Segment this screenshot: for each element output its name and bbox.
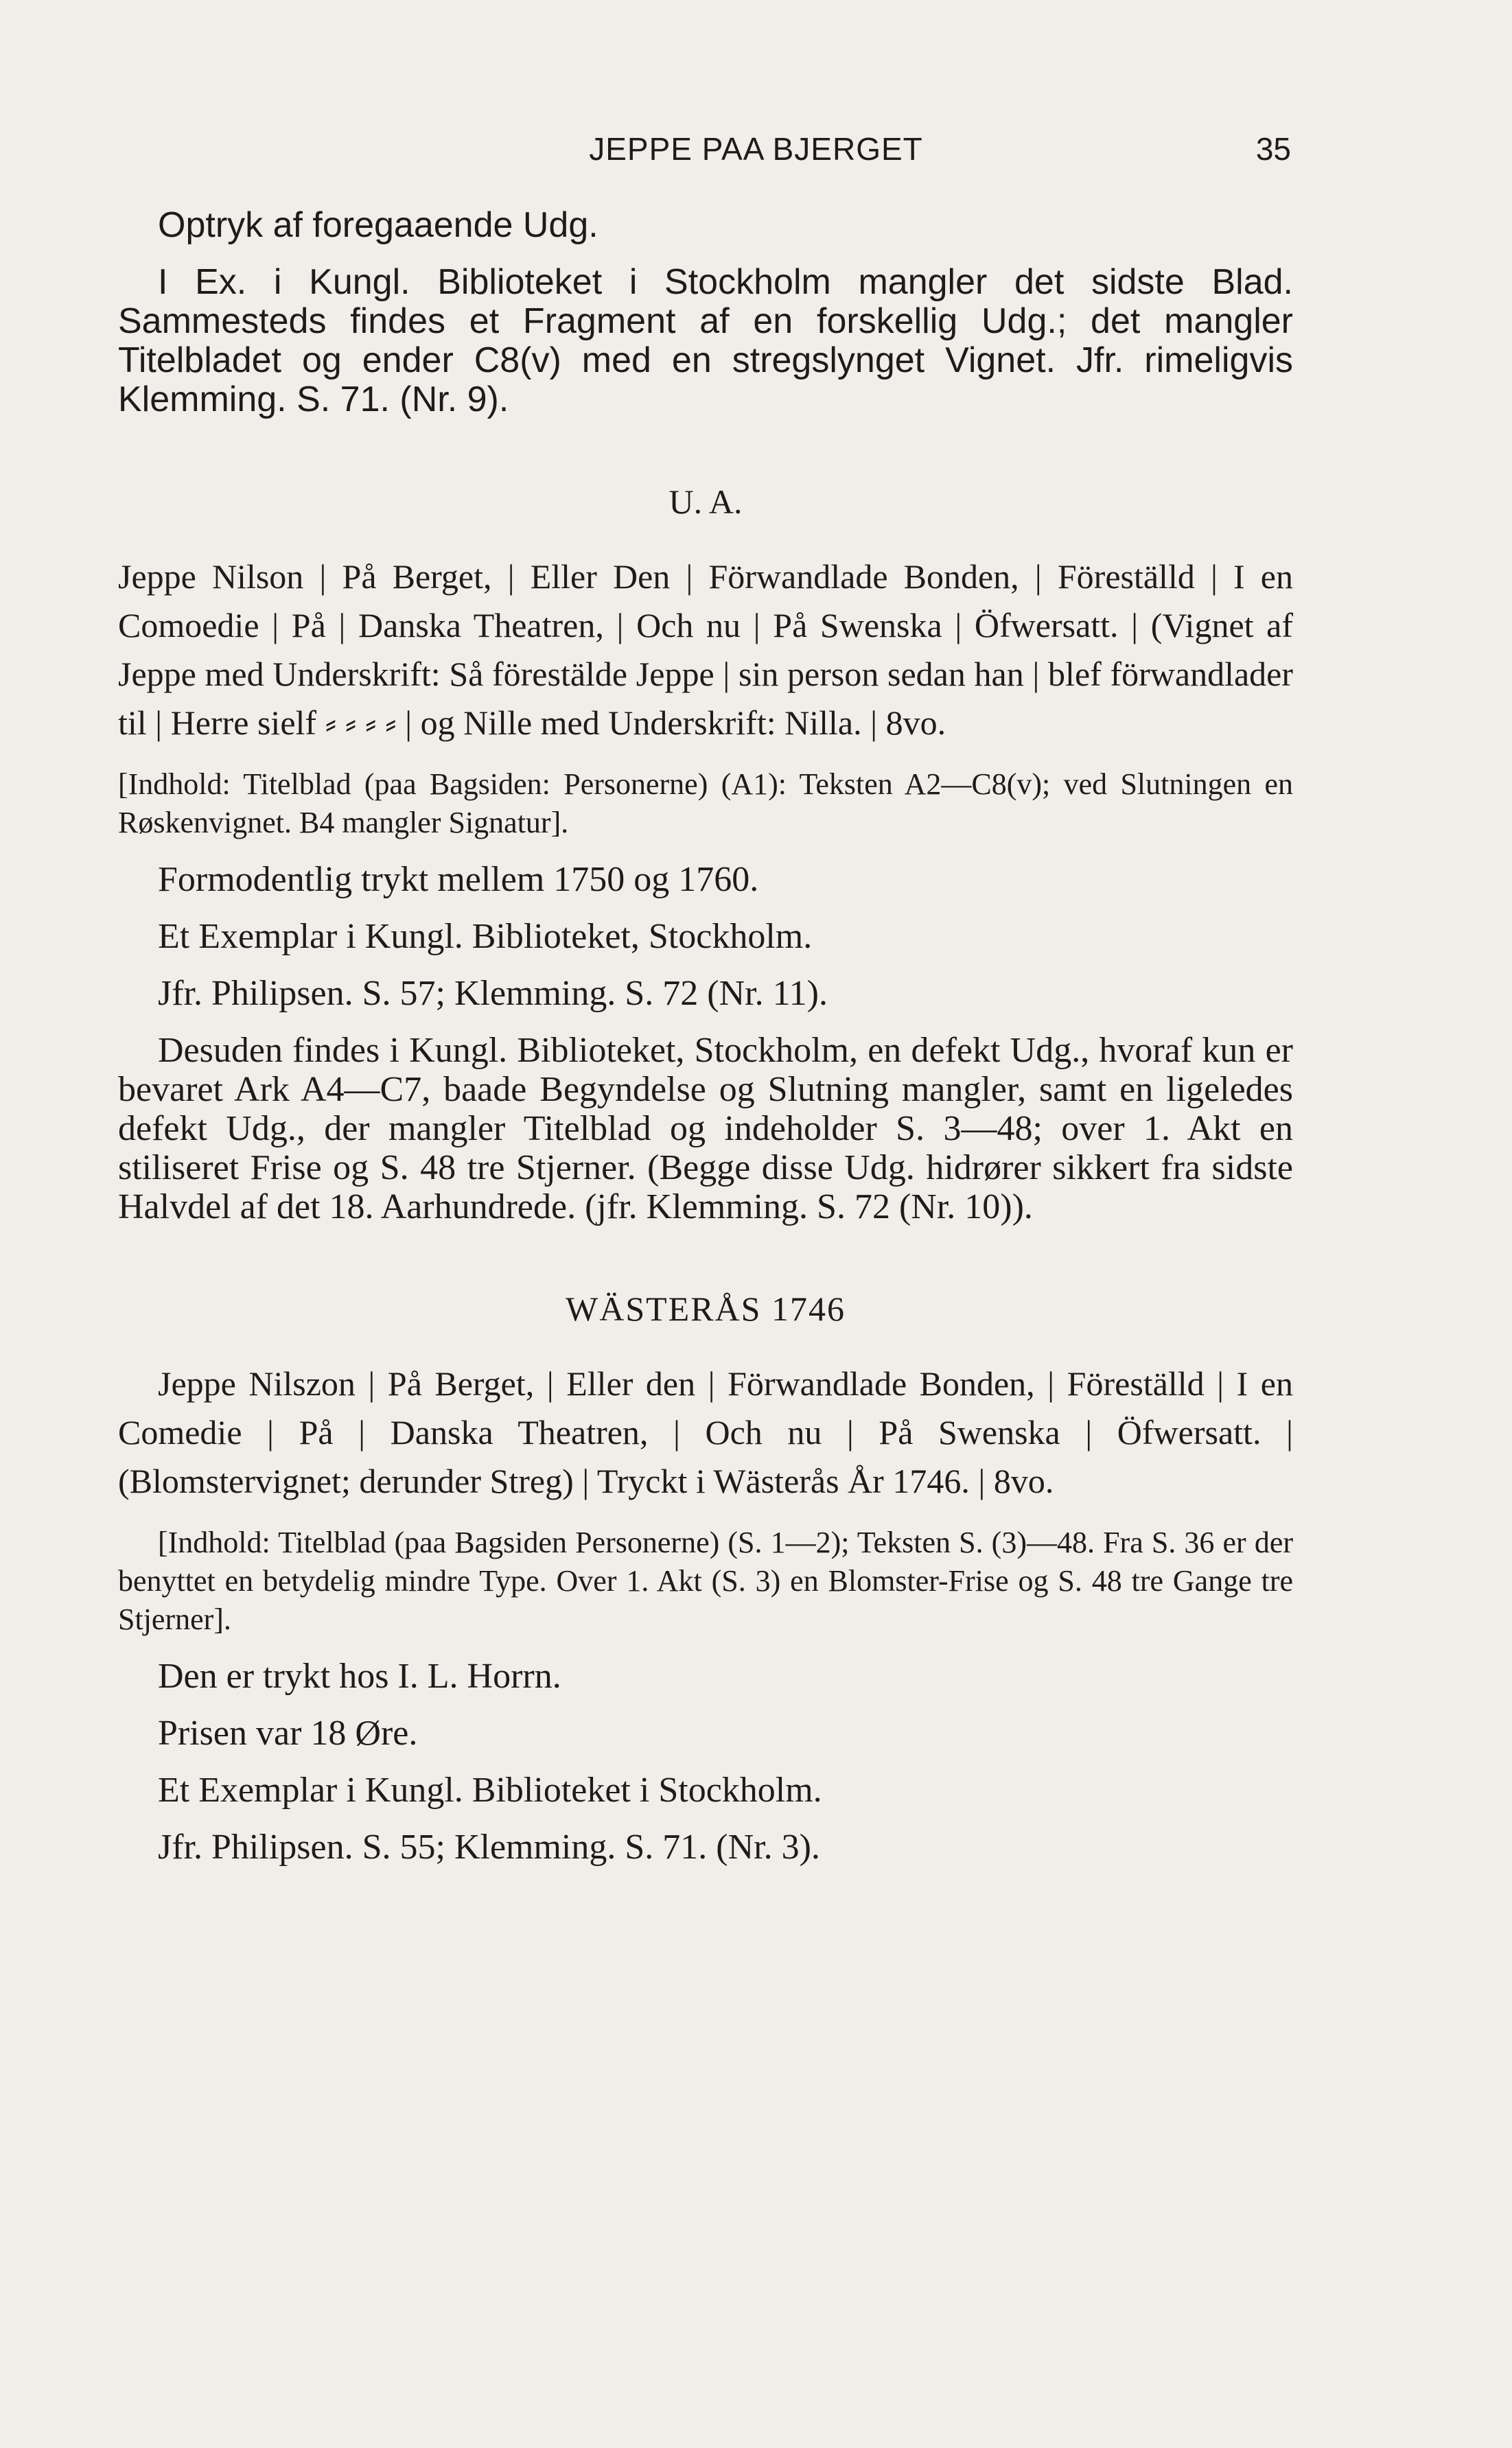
paragraph-price: Prisen var 18 Øre. [158,1714,418,1753]
paragraph-references-1: Jfr. Philipsen. S. 57; Klemming. S. 72 (Nr. 11). [158,974,828,1013]
running-title: JEPPE PAA BJERGET [589,131,923,167]
title-transcription-1: Jeppe Nilson | På Berget, | Eller Den | Förwandlade Bonden, | Föreställd | I en Comoedie | På | Danska Theatren, | Och nu | På Swenska | Öfwersatt. | (Vignet af Jeppe med Underskrift: Så förestälde Jeppe | sin person sedan han | blef förwandlader til | Herre sielf ⸗ ⸗ ⸗ ⸗ | og Nille med Underskrift: Nilla. | 8vo. [118,557,1293,742]
paragraph-print-date: Formodentlig trykt mellem 1750 og 1760. [158,860,759,899]
title-transcription-2: Jeppe Nilszon | På Berget, | Eller den | Förwandlade Bonden, | Föreställd | I en Comedie | På | Danska Theatren, | Och nu | På Swenska | Öfwersatt. | (Blomstervignet; derunder Streg) | Tryckt i Wästerås År 1746. | 8vo. [118,1364,1293,1500]
running-head [0,130,1512,172]
paragraph-references-2: Jfr. Philipsen. S. 55; Klemming. S. 71. (Nr. 3). [158,1828,820,1867]
contents-note-2: [Indhold: Titelblad (paa Bagsiden Personerne) (S. 1—2); Teksten S. (3)—48. Fra S. 36 er der benyttet en betydelig mindre Type. Over 1. Akt (S. 3) en Blomster-Frise og S. 48 tre Gange tre Stjerner]. [118,1526,1293,1636]
paragraph-copy-location-2: Et Exemplar i Kungl. Biblioteket i Stockholm. [158,1771,822,1810]
paragraph-copy-location-1: Et Exemplar i Kungl. Biblioteket, Stockholm. [158,917,813,956]
paragraph-reprint-note: Optryk af foregaaende Udg. [158,205,598,245]
paragraph-defect-editions: Desuden findes i Kungl. Biblioteket, Stockholm, en defekt Udg., hvoraf kun er bevaret Ark A4—C7, baade Begyndelse og Slutning mangler, samt en ligeledes defekt Udg., der mangler Titelblad og indeholder S. 3—48; over 1. Akt en stiliseret Frise og S. 48 tre Stjerner. (Begge disse Udg. hidrører sikkert fra sidste Halvdel af det 18. Aarhundrede. (jfr. Klemming. S. 72 (Nr. 10)). [118,1031,1293,1226]
text-block [118,206,1293,1867]
section-heading-vasteras: WÄSTERÅS 1746 [566,1290,846,1328]
contents-note-1: [Indhold: Titelblad (paa Bagsiden: Personerne) (A1): Teksten A2—C8(v); ved Slutningen en Røskenvignet. B4 mangler Signatur]. [118,767,1293,839]
paragraph-stockholm-copy: I Ex. i Kungl. Biblioteket i Stockholm mangler det sidste Blad. Sammesteds findes et Fragment af en forskellig Udg.; det mangler Titelbladet og ender C8(v) med en stregslynget Vignet. Jfr. rimeligvis Klemming. S. 71. (Nr. 9). [118,262,1293,419]
page-number: 35 [1255,131,1291,167]
section-heading-ua: U. A. [668,482,743,521]
paragraph-printer: Den er trykt hos I. L. Horrn. [158,1657,561,1696]
